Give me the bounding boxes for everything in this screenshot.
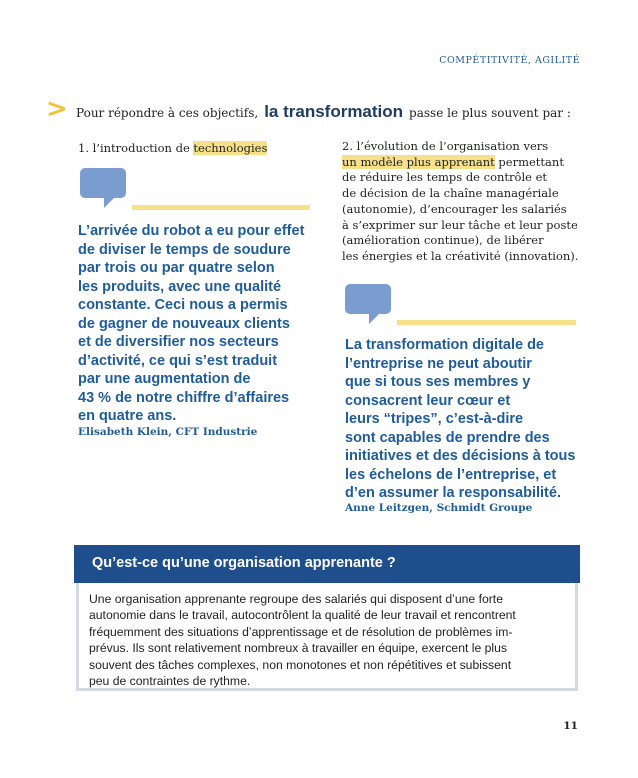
intro-line: [46, 96, 606, 122]
column2-line: (autonomie), d’encourager les salariés: [342, 201, 567, 216]
page-number: 11: [563, 720, 578, 732]
quote-line: d’activité, ce qui s’est traduit: [78, 352, 278, 369]
column2-line: de décision de la chaîne managériale: [342, 186, 559, 201]
quote-line: La transformation digitale de: [345, 337, 544, 353]
column2-highlight: un modèle plus apprenant: [342, 154, 495, 169]
chevron-marker-icon: >: [46, 94, 68, 124]
column2-line: un modèle plus apprenant permettant: [342, 154, 564, 169]
quote-line: par trois ou par quatre selon: [78, 260, 275, 276]
intro-post-text: passe le plus souvent par :: [409, 106, 571, 120]
quote-line: de gagner de nouveaux clients: [78, 315, 290, 332]
quote-line: les échelons de l’entreprise, et: [345, 466, 557, 483]
column1-label-highlight: technologies: [193, 141, 268, 155]
column2-line: (amélioration continue), de libérer: [342, 233, 544, 248]
definition-text: [89, 591, 569, 689]
intro-emphasis: la transformation: [264, 102, 404, 121]
quote-line: et de diversifier nos secteurs: [78, 334, 279, 350]
quote-line: que si tous ses membres y: [345, 374, 531, 390]
column2-quote: [345, 336, 585, 503]
quote-accent-bar: [132, 205, 310, 210]
section-header: COMPÉTITIVITÉ, AGILITÉ: [439, 55, 580, 66]
definition-line: prévus. Ils sont relativement nombreux à travailler en équipe, exercent le plus: [89, 641, 507, 656]
column1-label: [78, 141, 267, 155]
quote-line: l’entreprise ne peut aboutir: [345, 355, 532, 372]
quote-accent-bar: [397, 320, 576, 325]
definition-line: fréquemment des situations d’apprentissage et de résolution de problèmes im-: [89, 624, 513, 639]
definition-line: autonomie dans le travail, autocontrôlent la qualité de leur travail et rencontrent: [89, 608, 516, 623]
quote-line: sont capables de prendre des: [345, 429, 550, 446]
definition-box-header: [74, 545, 580, 583]
quote-line: L’arrivée du robot a eu pour effet: [78, 223, 305, 239]
quote-line: consacrent leur cœur et: [345, 392, 511, 409]
quote-line: en quatre ans.: [78, 408, 177, 424]
quote-line: initiatives et des décisions à tous: [345, 448, 576, 464]
column2-line: de réduire les temps de contrôle et: [342, 170, 548, 185]
definition-line: souvent des tâches complexes, non monotones et non répétitives et subissent: [89, 657, 512, 672]
column2-line: 2. l’évolution de l’organisation vers: [342, 139, 549, 153]
definition-line: Une organisation apprenante regroupe des salariés qui disposent d’une forte: [89, 592, 503, 606]
quote-line: par une augmentation de: [78, 371, 251, 387]
column1-quote: [78, 222, 328, 426]
column2-line: les énergies et la créativité (innovation).: [342, 248, 579, 263]
column1-label-prefix: 1. l’introduction de: [78, 141, 194, 155]
quote-line: 43 % de notre chiffre d’affaires: [78, 389, 290, 406]
quote-line: leurs “tripes”, c’est-à-dire: [345, 411, 524, 427]
quote-line: les produits, avec une qualité: [78, 278, 282, 295]
quote-line: constante. Ceci nous a permis: [78, 297, 288, 313]
column2-author: Anne Leitzgen, Schmidt Groupe: [345, 502, 533, 514]
quote-line: de diviser le temps de soudure: [78, 241, 291, 258]
column1-author: Elisabeth Klein, CFT Industrie: [78, 426, 258, 438]
intro-pre-text: Pour répondre à ces objectifs,: [76, 106, 259, 120]
column2-line: à s’exprimer sur leur tâche et leur poste: [342, 217, 578, 232]
definition-box-title: Qu’est-ce qu’une organisation apprenante ?: [92, 555, 396, 571]
definition-box-body: [76, 583, 578, 691]
quote-line: d’en assumer la responsabilité.: [345, 485, 561, 501]
column2-text: [342, 139, 582, 265]
definition-line: peu de contraintes de rythme.: [89, 674, 251, 689]
